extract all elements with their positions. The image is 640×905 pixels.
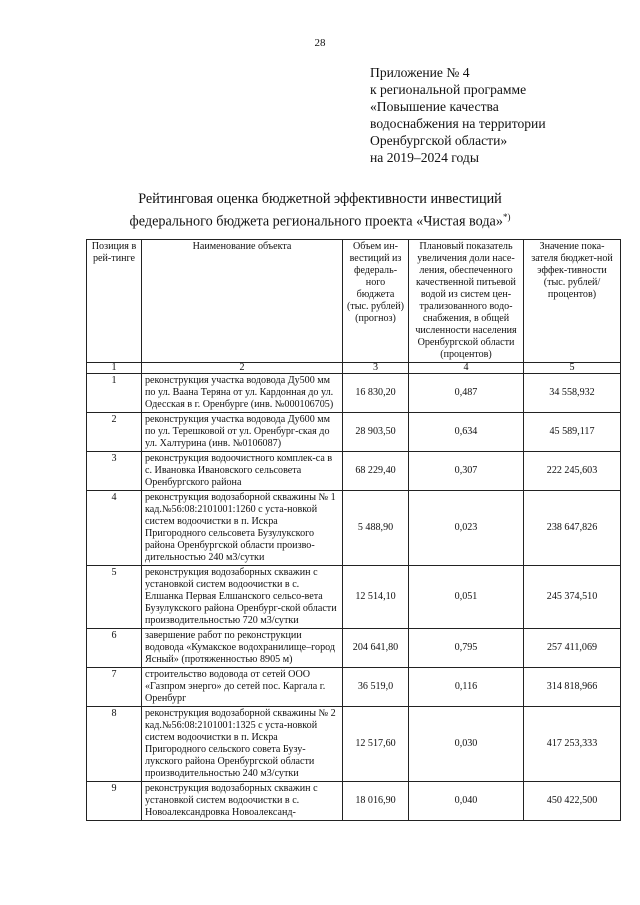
appendix-block	[370, 64, 632, 166]
document-title	[60, 190, 580, 231]
cell-name: реконструкция водозаборных скважин с установкой систем водоочистки в с. Новоалександровка Новоалександ-	[142, 782, 343, 821]
appendix-line: Оренбургской области»	[370, 133, 508, 148]
table-row	[87, 566, 621, 629]
cell-position: 3	[87, 452, 142, 491]
cell-indicator: 0,116	[409, 668, 524, 707]
table-row	[87, 413, 621, 452]
cell-indicator: 0,487	[409, 374, 524, 413]
cell-indicator: 0,023	[409, 491, 524, 566]
appendix-line: Приложение № 4	[370, 65, 470, 80]
page-number: 28	[314, 37, 326, 49]
cell-position: 4	[87, 491, 142, 566]
header-value: Значение пока-зателя бюджет-ной эффек-тивности (тыс. рублей/ процентов)	[524, 240, 621, 363]
cell-volume: 204 641,80	[343, 629, 409, 668]
cell-volume: 18 016,90	[343, 782, 409, 821]
cell-value: 34 558,932	[524, 374, 621, 413]
table-row	[87, 629, 621, 668]
cell-value: 257 411,069	[524, 629, 621, 668]
header-name: Наименование объекта	[142, 240, 343, 363]
appendix-line: к региональной программе	[370, 82, 527, 97]
column-number: 2	[142, 363, 343, 374]
cell-name: завершение работ по реконструкции водовода «Кумакское водохранилище–город Ясный» (протяженностью 8905 м)	[142, 629, 343, 668]
table-row	[87, 707, 621, 782]
header-indicator: Плановый показатель увеличения доли насе-ления, обеспеченного качественной питьевой водой из систем цен-трализованного водо-снабжения, в общей численности населения Оренбургской области (процентов)	[409, 240, 524, 363]
cell-indicator: 0,051	[409, 566, 524, 629]
table-row	[87, 782, 621, 821]
cell-value: 417 253,333	[524, 707, 621, 782]
footnote-mark: *)	[502, 212, 511, 222]
appendix-line: «Повышение качества	[370, 99, 499, 114]
column-number: 3	[343, 363, 409, 374]
cell-indicator: 0,307	[409, 452, 524, 491]
cell-value: 222 245,603	[524, 452, 621, 491]
table-row	[87, 452, 621, 491]
header-volume: Объем ин-вестиций из федераль-ного бюджета (тыс. рублей) (прогноз)	[343, 240, 409, 363]
cell-value: 314 818,966	[524, 668, 621, 707]
cell-name: реконструкция участка водовода Ду600 мм по ул. Терешковой от ул. Оренбург-ская до ул. Халтурина (инв. №0106087)	[142, 413, 343, 452]
column-number-row	[87, 363, 621, 374]
cell-name: строительство водовода от сетей ООО «Газпром энерго» до сетей пос. Каргала г. Оренбург	[142, 668, 343, 707]
cell-indicator: 0,795	[409, 629, 524, 668]
cell-name: реконструкция водозаборной скважины № 2 кад.№56:08:2101001:1325 с уста-новкой систем водоочистки в п. Искра Пригородного сельского совета Бузу-лукского района Оренбургской области производительностью 240 м3/сутки	[142, 707, 343, 782]
cell-position: 5	[87, 566, 142, 629]
column-number: 1	[87, 363, 142, 374]
cell-volume: 5 488,90	[343, 491, 409, 566]
cell-volume: 16 830,20	[343, 374, 409, 413]
table-header-row	[87, 240, 621, 363]
cell-value: 245 374,510	[524, 566, 621, 629]
cell-value: 45 589,117	[524, 413, 621, 452]
cell-indicator: 0,634	[409, 413, 524, 452]
cell-name: реконструкция водозаборной скважины № 1 кад.№56:08:2101001:1260 с уста-новкой систем водоочистки в п. Искра Пригородного сельсовета Бузулукского района Оренбургской области произво-дительностью 240 м3/сутки	[142, 491, 343, 566]
cell-volume: 28 903,50	[343, 413, 409, 452]
cell-position: 9	[87, 782, 142, 821]
cell-name: реконструкция участка водовода Ду500 мм по ул. Ваана Теряна от ул. Кардонная до ул. Одесская в г. Оренбурге (инв. №000106705)	[142, 374, 343, 413]
cell-name: реконструкция водоочистного комплек-са в с. Ивановка Ивановского сельсовета Оренбургского района	[142, 452, 343, 491]
cell-volume: 12 517,60	[343, 707, 409, 782]
cell-volume: 12 514,10	[343, 566, 409, 629]
appendix-line: водоснабжения на территории	[370, 116, 546, 131]
cell-volume: 36 519,0	[343, 668, 409, 707]
cell-name: реконструкция водозаборных скважин с установкой систем водоочистки в с. Елшанка Первая Елшанского сельсо-вета Бузулукского района Оренбург-ской области производительностью 720 м3/сутки	[142, 566, 343, 629]
cell-volume: 68 229,40	[343, 452, 409, 491]
column-number: 5	[524, 363, 621, 374]
table-row	[87, 374, 621, 413]
cell-indicator: 0,030	[409, 707, 524, 782]
cell-value: 450 422,500	[524, 782, 621, 821]
cell-position: 1	[87, 374, 142, 413]
cell-position: 6	[87, 629, 142, 668]
cell-value: 238 647,826	[524, 491, 621, 566]
title-line-2: федерального бюджета регионального проекта «Чистая вода»*)	[129, 212, 511, 230]
table-row	[87, 491, 621, 566]
header-position: Позиция в рей-тинге	[87, 240, 142, 363]
rating-table	[86, 239, 621, 821]
cell-position: 2	[87, 413, 142, 452]
table-row	[87, 668, 621, 707]
appendix-line: на 2019–2024 годы	[370, 150, 479, 165]
cell-indicator: 0,040	[409, 782, 524, 821]
cell-position: 7	[87, 668, 142, 707]
column-number: 4	[409, 363, 524, 374]
title-line-1: Рейтинговая оценка бюджетной эффективности инвестиций	[138, 191, 502, 207]
cell-position: 8	[87, 707, 142, 782]
